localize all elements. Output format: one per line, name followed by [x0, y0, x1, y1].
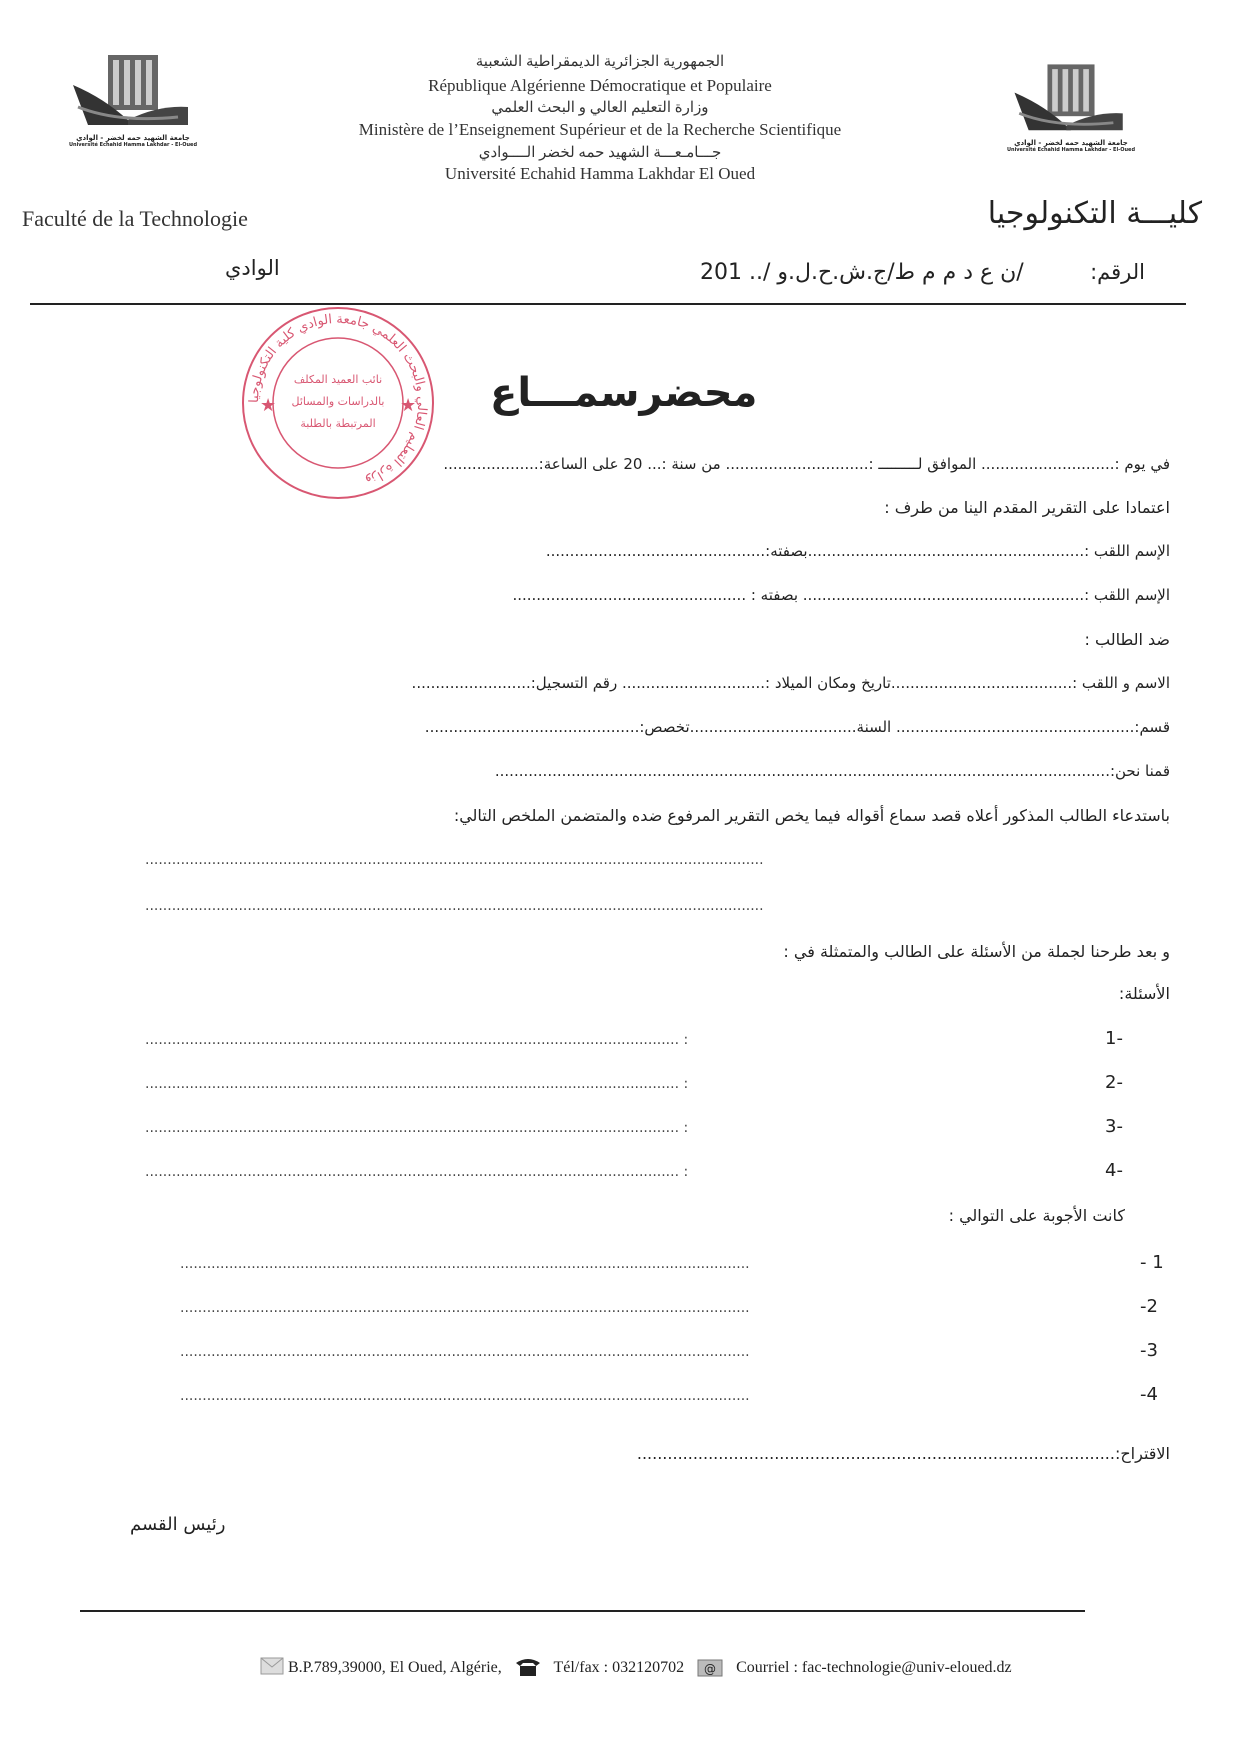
answer-number: 4-: [1140, 1384, 1158, 1405]
answer-number: 1 -: [1140, 1252, 1164, 1273]
star-icon: ★: [260, 395, 277, 416]
faculty-name-ar: كليـــة التكنولوجيا: [987, 196, 1202, 231]
summons-line: باستدعاء الطالب المذكور أعلاه قصد سماع أقواله فيما يخص التقرير المرفوع ضده والمتضمن الملخص التالي:: [453, 806, 1170, 825]
name-line-2: الإسم اللقب :........................................................... بصفته : .................................................: [512, 586, 1170, 604]
summary-dots-1: ...........................................................................................................................................: [145, 852, 764, 868]
envelope-icon: [260, 1657, 284, 1680]
building-logo-icon: [68, 45, 198, 130]
department-line: قسم:.................................................. السنة...................................تخصص:.............................................: [424, 718, 1170, 736]
answer-dots: ................................................................................................................................: [180, 1344, 750, 1360]
header-fr-ministry: Ministère de l’Enseignement Supérieur et de la Recherche Scientifique: [358, 120, 842, 139]
suggestion-line: الاقتراح:..............................................................................................: [636, 1444, 1170, 1463]
footer: [260, 1654, 1012, 1683]
stamp-line-2: بالدراسات والمسائل: [291, 395, 385, 408]
answer-number: 3-: [1140, 1340, 1158, 1361]
university-logo-right: [1006, 55, 1136, 165]
answer-dots: ................................................................................................................................: [180, 1256, 750, 1272]
logo-caption-fr: Université Echahid Hamma Lakhdar - El-Oued: [68, 142, 198, 148]
answers-label: كانت الأجوبة على التوالي :: [948, 1206, 1125, 1225]
footer-divider: [80, 1610, 1085, 1612]
ref-value: /ن ع د م م ط/ج.ش.ح.ل.و /.. 201: [700, 260, 1024, 285]
question-dots: ........................................................................................................................ :: [145, 1076, 689, 1092]
ref-label: الرقم:: [1090, 260, 1145, 284]
document-title: محضرسمـــاع: [490, 370, 758, 416]
question-number: 4-: [1105, 1160, 1123, 1181]
answer-number: 2-: [1140, 1296, 1158, 1317]
against-student-line: ضد الطالب :: [1084, 630, 1170, 649]
question-number: 3-: [1105, 1116, 1123, 1137]
footer-tel: Tél/fax : 032120702: [553, 1659, 685, 1677]
question-dots: ........................................................................................................................ :: [145, 1120, 689, 1136]
answer-dots: ................................................................................................................................: [180, 1300, 750, 1316]
day-line: في يوم :............................ الموافق لـــــــــ :.............................. من سنة :... 20 على الساعة:....................: [443, 455, 1170, 473]
stamp-ring-text: وزارة التعليم العالي والبحث العلمي جامعة الوادي كلية التكنولوجيا: [246, 311, 430, 489]
logo-caption-ar: جامعة الشهيد حمه لخضر - الوادي: [76, 134, 190, 142]
footer-email: Courriel : fac-technologie@univ-eloued.dz: [736, 1659, 1012, 1677]
header-divider: [30, 303, 1186, 305]
email-icon: [696, 1654, 724, 1683]
question-dots: ........................................................................................................................ :: [145, 1164, 689, 1180]
city-ar: الوادي: [225, 256, 280, 280]
question-number: 1-: [1105, 1028, 1123, 1049]
stamp-line-3: المرتبطة بالطلبة: [300, 417, 376, 430]
header-ar-ministry: وزارة التعليم العالي و البحث العلمي: [491, 100, 709, 116]
name-line-1: الإسم اللقب :..........................................................بصفته:..............................................: [545, 542, 1170, 560]
header-fr-university: Université Echahid Hamma Lakhdar El Oued: [444, 164, 756, 183]
faculty-name-fr: Faculté de la Technologie: [22, 206, 248, 231]
based-on-line: اعتمادا على التقرير المقدم الينا من طرف :: [884, 498, 1170, 517]
building-logo-icon: [1006, 55, 1136, 135]
header-ar-university: جـــامـعـــة الشهيد حمه لخضر الــــوادي: [478, 145, 722, 161]
after-questions-line: و بعد طرحنا لجملة من الأسئلة على الطالب والمتمثلة في :: [783, 942, 1170, 961]
answer-dots: ................................................................................................................................: [180, 1388, 750, 1404]
summary-dots-2: ...........................................................................................................................................: [145, 898, 764, 914]
header-fr-republic: République Algérienne Démocratique et Populaire: [428, 76, 772, 95]
svg-text:@: @: [704, 1662, 717, 1676]
logo-caption-fr: Université Echahid Hamma Lakhdar - El-Oued: [1006, 147, 1136, 153]
footer-address: B.P.789,39000, El Oued, Algérie,: [288, 1659, 502, 1677]
signature-label: رئيس القسم: [130, 1514, 226, 1535]
questions-label: الأسئلة:: [1118, 984, 1170, 1003]
star-icon: ★: [400, 395, 417, 416]
university-logo-left: [68, 45, 198, 155]
official-stamp: [238, 303, 438, 503]
telephone-icon: [514, 1655, 542, 1682]
student-info-line: الاسم و اللقب :......................................تاريخ ومكان الميلاد :.............................. رقم التسجيل:.........................: [411, 674, 1170, 692]
header-ar-republic: الجمهورية الجزائرية الديمقراطية الشعبية: [475, 54, 725, 70]
committee-line: قمنا نحن:.................................................................................................................................: [494, 762, 1170, 780]
logo-caption-ar: جامعة الشهيد حمه لخضر - الوادي: [1014, 139, 1128, 147]
stamp-line-1: نائب العميد المكلف: [293, 373, 383, 386]
question-dots: ........................................................................................................................ :: [145, 1032, 689, 1048]
question-number: 2-: [1105, 1072, 1123, 1093]
